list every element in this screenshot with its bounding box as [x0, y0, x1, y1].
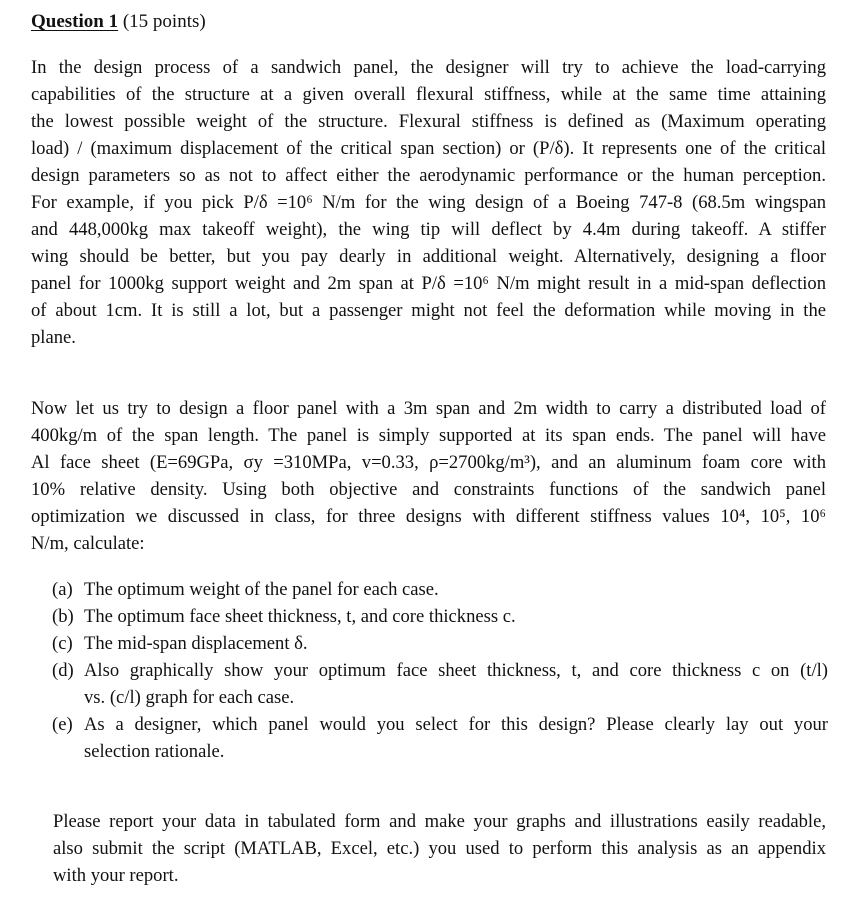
task-marker: (e)	[52, 714, 73, 735]
intro-line: of about 1cm. It is still a lot, but a passenger might not feel the deformation while moving in the	[31, 300, 826, 321]
task-text: As a designer, which panel would you select for this design? Please clearly lay out your	[84, 714, 828, 735]
intro-line: wing should be better, but you pay dearly in additional weight. Alternatively, designing a floor	[31, 246, 826, 267]
task-item	[52, 711, 828, 765]
problem-line: 400kg/m of the span length. The panel is simply supported at its span ends. The panel will have	[31, 425, 826, 446]
question-heading	[31, 10, 206, 34]
intro-line: For example, if you pick P/δ =10⁶ N/m for the wing design of a Boeing 747-8 (68.5m wingspan	[31, 192, 826, 213]
intro-paragraph	[31, 54, 826, 351]
intro-line: panel for 1000kg support weight and 2m span at P/δ =10⁶ N/m might result in a mid-span deflection	[31, 273, 826, 294]
task-text: The optimum weight of the panel for each case.	[84, 579, 439, 600]
problem-line: N/m, calculate:	[31, 533, 145, 554]
problem-line: optimization we discussed in class, for three designs with different stiffness values 10⁴, 10⁵, 10⁶	[31, 506, 826, 527]
intro-line: plane.	[31, 327, 76, 348]
task-marker: (a)	[52, 579, 73, 600]
task-marker: (c)	[52, 633, 73, 654]
task-item	[52, 630, 828, 657]
task-text: selection rationale.	[84, 741, 225, 762]
task-text: Also graphically show your optimum face sheet thickness, t, and core thickness c on (t/l)	[84, 660, 828, 681]
task-item	[52, 603, 828, 630]
task-text: The optimum face sheet thickness, t, and core thickness c.	[84, 606, 516, 627]
problem-line: 10% relative density. Using both objective and constraints functions of the sandwich panel	[31, 479, 826, 500]
intro-line: the lowest possible weight of the structure. Flexural stiffness is defined as (Maximum operating	[31, 111, 826, 132]
task-marker: (b)	[52, 606, 74, 627]
problem-line: Al face sheet (E=69GPa, σy =310MPa, v=0.33, ρ=2700kg/m³), and an aluminum foam core with	[31, 452, 826, 473]
intro-line: capabilities of the structure at a given overall flexural stiffness, while at the same time attaining	[31, 84, 826, 105]
closing-line: with your report.	[53, 865, 179, 886]
task-list	[52, 576, 828, 765]
task-marker: (d)	[52, 660, 74, 681]
problem-line: Now let us try to design a floor panel with a 3m span and 2m width to carry a distributed load of	[31, 398, 826, 419]
task-text: vs. (c/l) graph for each case.	[84, 687, 295, 708]
intro-line: load) / (maximum displacement of the critical span section) or (P/δ). It represents one of the critical	[31, 138, 826, 159]
closing-line: Please report your data in tabulated form and make your graphs and illustrations easily readable,	[53, 811, 826, 832]
closing-line: also submit the script (MATLAB, Excel, etc.) you used to perform this analysis as an appendix	[53, 838, 826, 859]
question-points: (15 points)	[122, 11, 206, 32]
closing-paragraph	[53, 808, 826, 889]
task-item	[52, 576, 828, 603]
intro-line: and 448,000kg max takeoff weight), the wing tip will deflect by 4.4m during takeoff. A stiffer	[31, 219, 826, 240]
intro-line: In the design process of a sandwich panel, the designer will try to achieve the load-carrying	[31, 57, 826, 78]
problem-paragraph	[31, 395, 826, 557]
intro-line: design parameters so as not to affect either the aerodynamic performance or the human perception.	[31, 165, 826, 186]
question-label: Question 1	[31, 11, 119, 32]
task-item	[52, 657, 828, 711]
task-text: The mid-span displacement δ.	[84, 633, 308, 654]
